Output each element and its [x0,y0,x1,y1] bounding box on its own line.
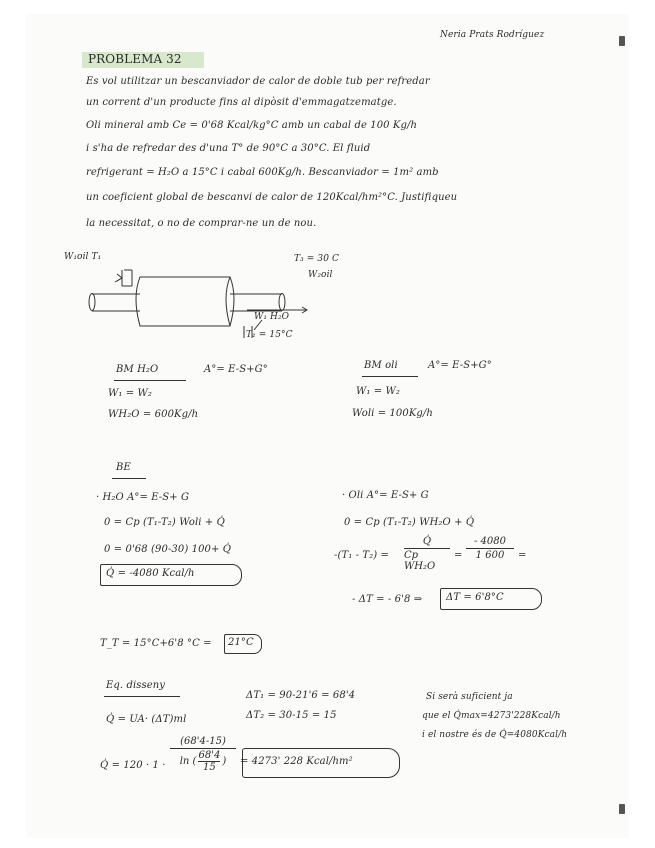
eq-design-result: = 4273' 228 Kcal/hm² [240,756,353,767]
bm-h2o-line-2: WH₂O = 600Kg/h [108,409,199,420]
scan-mark-bottom [619,804,625,814]
be-oil-fraction-2 [466,536,514,561]
eq-design-den-ln: ln ( [179,756,197,767]
bm-h2o-line-1: W₁ = W₂ [108,388,153,399]
be-oil-fraction-1-num: Q̇ [422,536,432,547]
be-oil-fraction-1 [404,536,450,572]
statement-line-3: Oli mineral amb Ce = 0'68 Kcal/kg°C amb un cabal de 100 Kg/h [86,120,417,131]
bm-oil-line-1: W₁ = W₂ [356,386,401,397]
eq-design-den-den: 15 [203,762,216,773]
eq-design-q: Q̇ = UA· (ΔT)ml [106,714,187,725]
be-oil-fraction-1-den: Cp WH₂O [404,550,436,572]
bm-oil-line-2: Woli = 100Kg/h [352,408,433,419]
eq-design-fraction-bar [170,748,236,749]
be-h2o-line-3: Q̇ = -4080 Kcal/h [106,568,195,579]
bm-oil-underline [362,376,418,377]
statement-line-7: la necessitat, o no de comprar-ne un de nou. [86,218,317,229]
bm-h2o-underline [114,380,186,381]
be-oil-line-2-mid: = [454,550,463,561]
statement-line-2: un corrent d'un producte fins al dipòsit d'emmagatzematge. [86,97,397,108]
eq-design-den-close: ) [222,756,227,767]
problem-title: PROBLEMA 32 [88,52,182,66]
scan-mark-top [619,36,625,46]
be-oil-line-1: 0 = Cp (T₁-T₂) WH₂O + Q̇ [344,517,475,528]
tt-line: T_T = 15°C+6'8 °C = [100,638,212,649]
diagram-w-oil-in: W₁oil T₁ [64,252,102,262]
be-oil-line-3-box: ΔT = 6'8°C [446,592,504,603]
heat-exchanger-diagram [62,250,392,350]
eq-design-dt1: ΔT₁ = 90-21'6 = 68'4 [246,690,356,701]
diagram-w2-oil: W₂oil [308,270,333,280]
diagram-w-h2o: W₁ H₂O [254,312,290,322]
statement-line-1: Es vol utilitzar un bescanviador de calor de doble tub per refredar [86,76,430,87]
be-oil-fraction-2-num: - 4080 [473,536,506,547]
be-h2o-line-1: 0 = Cp (T₁-T₂) Woli + Q̇ [104,517,225,528]
eq-design-dt2: ΔT₂ = 30-15 = 15 [246,710,337,721]
tt-result: 21°C [228,637,254,648]
eq-design-fraction-den [180,750,227,773]
diagram-t1: T₁ = 15°C [246,330,293,340]
be-h2o-line-2: 0 = 0'68 (90-30) 100+ Q̇ [104,544,232,555]
be-oil-fraction-2-den: 1 600 [475,550,505,561]
bm-oil-title: BM oli [364,360,398,371]
be-oil-line-3-left: - ΔT = - 6'8 ⇒ [352,594,423,605]
document-page [26,14,629,838]
eq-design-title: Eq. disseny [106,680,166,691]
eq-design-note-1: Si serà suficient ja [426,692,513,702]
statement-line-4: i s'ha de refredar des d'una T° de 90°C a 30°C. El fluid [86,143,371,154]
eq-design-note-2: que el Q̇max=4273'228Kcal/h [422,711,561,721]
author-name: Neria Prats Rodríguez [440,30,545,40]
be-oil-fraction-2-bar [466,548,514,549]
statement-line-5: refrigerant = H₂O a 15°C i cabal 600Kg/h. Bescanviador = 1m² amb [86,167,439,178]
eq-design-note-3: i el nostre és de Q̇=4080Kcal/h [422,730,568,740]
bm-oil-equation: A°= E-S+G° [428,360,492,371]
eq-design-fraction-num: (68'4-15) [180,736,226,747]
be-oil-line-2-end: = [518,550,527,561]
be-title: BE [116,462,131,473]
diagram-t3: T₃ = 30 C [294,254,339,264]
statement-line-6: un coeficient global de bescanvi de calor de 120Kcal/hm²°C. Justifiqueu [86,192,458,203]
eq-design-den-num: 68'4 [198,750,221,761]
be-underline [112,478,146,479]
eq-design-fraction [170,736,236,773]
eq-design-den-inner [198,750,220,773]
eq-design-underline [104,696,180,697]
eq-design-q2-left: Q̇ = 120 · 1 · [100,760,166,771]
be-h2o-head: · H₂O A°= E-S+ G [96,492,190,503]
be-oil-head: · Oli A°= E-S+ G [342,490,429,501]
bm-h2o-title: BM H₂O [116,364,159,375]
be-oil-fraction-1-bar [404,548,450,549]
bm-h2o-equation: A°= E-S+G° [204,364,268,375]
be-oil-line-2-left: -(T₁ - T₂) = [334,550,390,561]
